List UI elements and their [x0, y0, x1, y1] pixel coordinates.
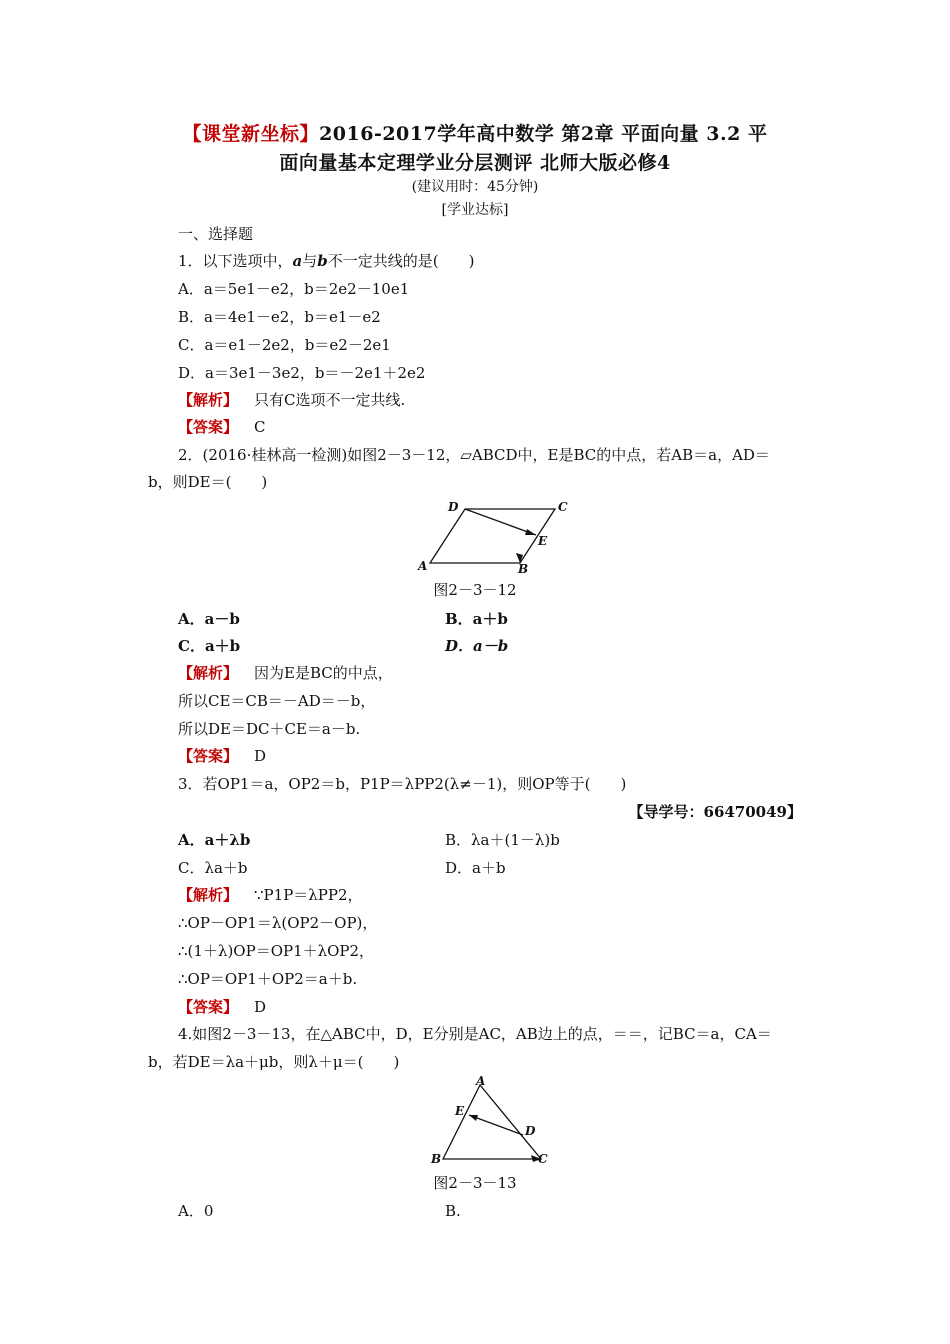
q1-stem	[178, 250, 475, 272]
triangle-figure	[425, 1075, 555, 1171]
q1-option-a: A．a＝5e1－e2，b＝2e2－10e1	[178, 280, 410, 298]
q1-answer-label: 【答案】	[178, 418, 239, 436]
q2-stem-line1: 2．(2016·桂林高一检测)如图2－3－12，▱ABCD中，E是BC的中点，若AB＝a，AD＝	[178, 446, 770, 464]
q1-analysis-text: 只有C选项不一定共线.	[254, 391, 406, 409]
q2-option-b: B．a＋b	[445, 610, 508, 628]
fig2-label-e: E	[455, 1104, 465, 1118]
q3-option-d: D．a＋b	[445, 859, 506, 877]
q2-analysis	[178, 662, 393, 684]
fig2-label-a: A	[476, 1075, 486, 1088]
q3-answer-text: D	[254, 998, 267, 1016]
q1-stem-pre: 1．以下选项中，	[178, 252, 293, 270]
title-line1: 2016-2017学年高中数学 第2章 平面向量 3.2 平	[319, 123, 768, 145]
q3-step2: ∴(1＋λ)OP＝OP1＋λOP2，	[178, 942, 375, 960]
q3-step1: ∴OP－OP1＝λ(OP2－OP)，	[178, 914, 378, 932]
q1-answer	[178, 416, 266, 438]
q2-analysis-label: 【解析】	[178, 664, 239, 682]
q3-step3: ∴OP＝OP1＋OP2＝a＋b.	[178, 970, 358, 988]
parallelogram-figure	[410, 495, 580, 575]
q3-option-a: A．a＋λb	[178, 831, 251, 849]
q2-option-a: A．a－b	[178, 610, 240, 628]
q3-analysis	[178, 884, 363, 906]
q2-step1: 所以CE＝CB＝－AD＝－b，	[178, 692, 376, 710]
q3-guide-number: 【导学号：66470049】	[628, 803, 802, 821]
fig1-label-a: A	[418, 559, 428, 573]
q3-stem: 3．若OP1＝a，OP2＝b，P1P＝λPP2(λ≠－1)，则OP等于( )	[178, 775, 627, 793]
q2-answer-text: D	[254, 747, 267, 765]
title-source-tag: 【课堂新坐标】	[182, 123, 320, 145]
q3-answer	[178, 996, 266, 1018]
q3-option-c: C．λa＋b	[178, 859, 248, 877]
q1-option-c: C．a＝e1－2e2，b＝e2－2e1	[178, 336, 391, 354]
q3-answer-label: 【答案】	[178, 998, 239, 1016]
q2-figure-caption: 图2－3－12	[433, 581, 517, 599]
q4-stem-line1: 4.如图2－3－13，在△ABC中，D，E分别是AC，AB边上的点，＝＝，记BC＝a，CA＝	[178, 1025, 772, 1043]
fig2-label-d: D	[525, 1124, 536, 1138]
q1-option-b: B．a＝4e1－e2，b＝e1－e2	[178, 308, 381, 326]
q2-step2: 所以DE＝DC＋CE＝a－b.	[178, 720, 361, 738]
fig1-label-c: C	[558, 500, 568, 514]
q4-option-b: B.	[445, 1202, 461, 1220]
q2-answer	[178, 745, 266, 767]
q4-figure-caption: 图2－3－13	[433, 1174, 517, 1192]
fig1-label-d: D	[448, 500, 459, 514]
q3-analysis-text: ∵P1P＝λPP2，	[254, 886, 363, 904]
q4-stem-line2: b，若DE＝λa＋μb，则λ＋μ＝( )	[148, 1053, 400, 1071]
document-title	[120, 120, 830, 178]
q1-analysis	[178, 389, 405, 411]
fig1-label-b: B	[518, 562, 529, 575]
q2-answer-label: 【答案】	[178, 747, 239, 765]
q2-option-d: D．a－b	[445, 637, 509, 655]
title-line2: 面向量基本定理学业分层测评 北师大版必修4	[279, 152, 671, 174]
q3-analysis-label: 【解析】	[178, 886, 239, 904]
fig1-label-e: E	[538, 534, 548, 548]
q4-option-a: A．0	[178, 1202, 214, 1220]
section-label: [学业达标]	[441, 202, 509, 218]
q3-option-b: B．λa＋(1－λ)b	[445, 831, 560, 849]
q1-stem-mid: 与	[302, 252, 318, 270]
q2-stem-line2: b，则DE＝( )	[148, 473, 268, 491]
q1-option-d: D．a＝3e1－3e2，b＝－2e1＋2e2	[178, 364, 426, 382]
q1-analysis-label: 【解析】	[178, 391, 239, 409]
q2-option-c: C．a＋b	[178, 637, 241, 655]
q1-var-b: b	[317, 252, 328, 270]
q2-analysis-text: 因为E是BC的中点，	[254, 664, 393, 682]
q1-var-a: a	[292, 252, 303, 270]
fig2-label-b: B	[431, 1152, 442, 1166]
time-note: (建议用时：45分钟)	[411, 179, 539, 195]
fig2-label-c: C	[538, 1152, 548, 1166]
q1-answer-text: C	[254, 418, 266, 436]
part-label: 一、选择题	[178, 225, 254, 243]
q1-stem-post: 不一定共线的是( )	[327, 252, 475, 270]
